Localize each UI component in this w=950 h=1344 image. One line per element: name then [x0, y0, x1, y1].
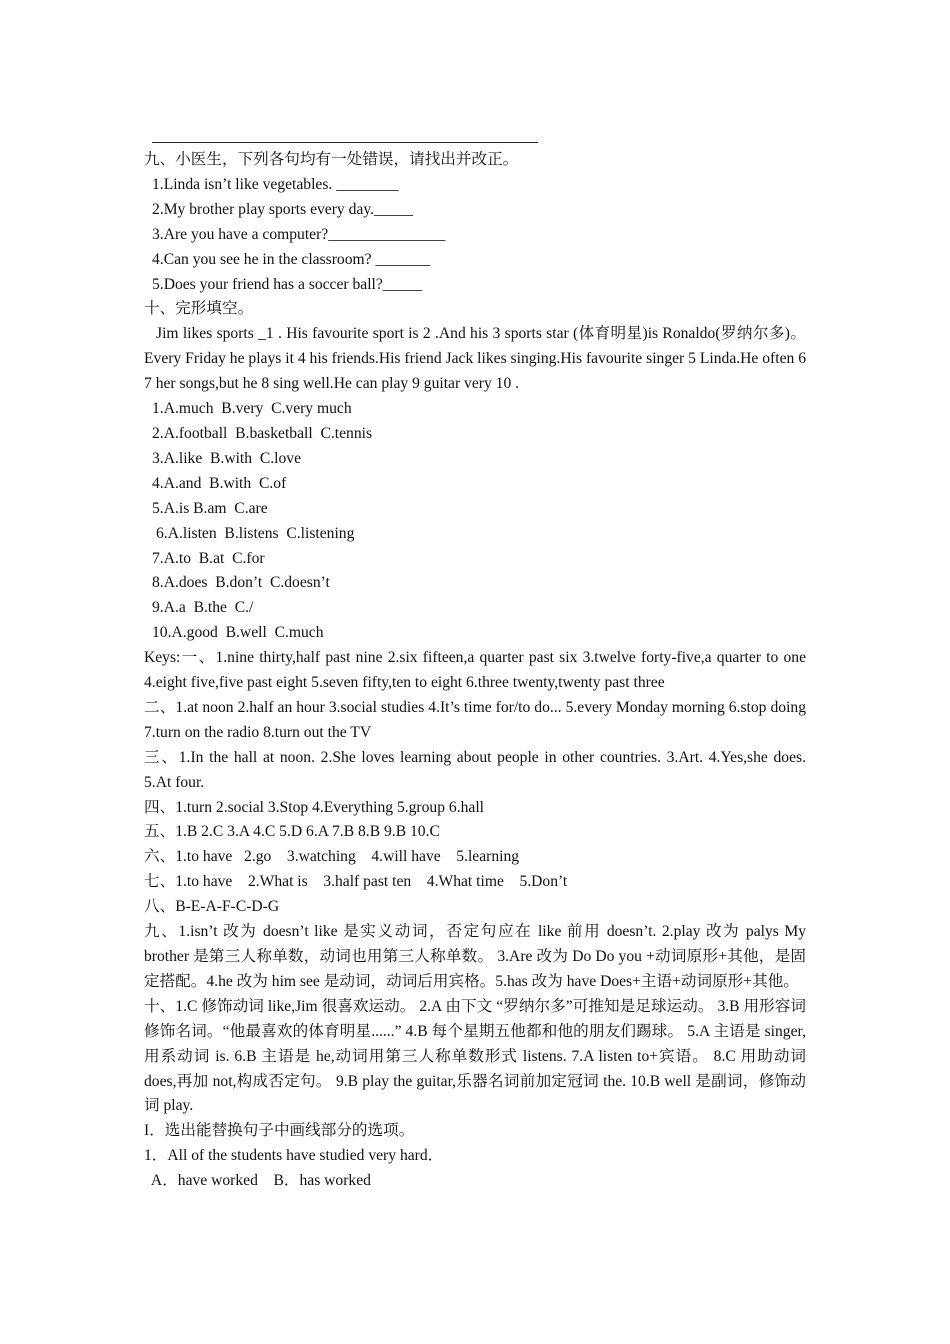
cloze-option: 5.A.is B.am C.are — [152, 499, 268, 517]
cloze-option: 8.A.does B.don’t C.doesn’t — [152, 574, 330, 592]
cloze-option: 10.A.good B.well C.much — [152, 624, 324, 642]
answer-blank-line — [152, 142, 538, 143]
section-i-title: I．选出能替换句子中画线部分的选项。 — [144, 1122, 415, 1140]
cloze-option: 9.A.a B.the C./ — [152, 599, 254, 617]
section-i-question: 1．All of the students have studied very hard． — [144, 1147, 444, 1165]
answer-key-10: 十、1.C 修饰动词 like,Jim 很喜欢运动。 2.A 由下文 “罗纳尔多”可推知是足球运动。 3.B 用形容词修饰名词。“他最喜欢的体育明星......” 4.B 每个星期五他都和他的朋友们踢球。 5.A 主语是 singer,用系动词 is. 6.B 主语是 he,动词用第三人称单数形式 listens. 7.A listen to+宾语。 8.C 用助动词 does,再加 not,构成否定句。 9.B play the guitar,乐器名词前加定冠词 the. 10.B well 是副词，修饰动词 play. — [144, 997, 806, 1115]
section-9-title: 九、小医生，下列各句均有一处错误，请找出并改正。 — [144, 151, 519, 168]
section-i-options: A．have worked B．has worked — [144, 1172, 371, 1190]
section-9-item: 2.My brother play sports every day._____ — [152, 200, 413, 218]
answer-key-8: 八、B-E-A-F-C-D-G — [144, 898, 280, 916]
answer-key-1: Keys:一、1.nine thirty,half past nine 2.six fifteen,a quarter past six 3.twelve forty-five,a quarter to one 4.eight five,five past eight 5.seven fifty,ten to eight 6.three twenty,twenty past three — [144, 649, 806, 692]
section-10-title: 十、完形填空。 — [144, 300, 254, 318]
cloze-option: 6.A.listen B.listens C.listening — [156, 524, 355, 542]
cloze-option: 2.A.football B.basketball C.tennis — [152, 424, 373, 442]
cloze-option: 1.A.much B.very C.very much — [152, 400, 352, 418]
section-9-item: 5.Does your friend has a soccer ball?_____ — [152, 275, 422, 293]
answer-key-6: 六、1.to have 2.go 3.watching 4.will have 5.learning — [144, 848, 520, 866]
cloze-option: 7.A.to B.at C.for — [152, 549, 265, 567]
document-content — [144, 148, 806, 1194]
section-9-item: 3.Are you have a computer?_______________ — [152, 225, 446, 243]
answer-key-4: 四、1.turn 2.social 3.Stop 4.Everything 5.group 6.hall — [144, 798, 484, 816]
answer-key-5: 五、1.B 2.C 3.A 4.C 5.D 6.A 7.B 8.B 9.B 10.C — [144, 823, 440, 841]
cloze-option: 4.A.and B.with C.of — [152, 474, 287, 492]
section-9-item: 4.Can you see he in the classroom? _______ — [152, 250, 431, 268]
section-9-item: 1.Linda isn’t like vegetables. ________ — [152, 175, 399, 193]
answer-key-9: 九、1.isn’t 改为 doesn’t like 是实义动词，否定句应在 like 前用 doesn’t. 2.play 改为 palys My brother 是第三人称单数，动词也用第三人称单数。 3.Are 改为 Do Do you +动词原形+其他，是固定搭配。4.he 改为 him see 是动词，动词后用宾格。5.has 改为 have Does+主语+动词原形+其他。 — [144, 923, 806, 990]
answer-key-2: 二、1.at noon 2.half an hour 3.social studies 4.It’s time for/to do... 5.every Monday morning 6.stop doing 7.turn on the radio 8.turn out the TV — [144, 698, 806, 741]
answer-key-7: 七、1.to have 2.What is 3.half past ten 4.What time 5.Don’t — [144, 873, 568, 891]
cloze-passage: Jim likes sports _1 . His favourite sport is 2 .And his 3 sports star (体育明星)is Ronaldo(罗纳尔多)。Every Friday he plays it 4 his friends.His friend Jack likes singing.His favourite singer 5 Linda.He often 6 7 her songs,but he 8 sing well.He can play 9 guitar very 10 . — [144, 325, 806, 393]
answer-key-3: 三、1.In the hall at noon. 2.She loves learning about people in other countries. 3.Art. 4.Yes,she does. 5.At four. — [144, 748, 806, 791]
cloze-option: 3.A.like B.with C.love — [152, 449, 302, 467]
